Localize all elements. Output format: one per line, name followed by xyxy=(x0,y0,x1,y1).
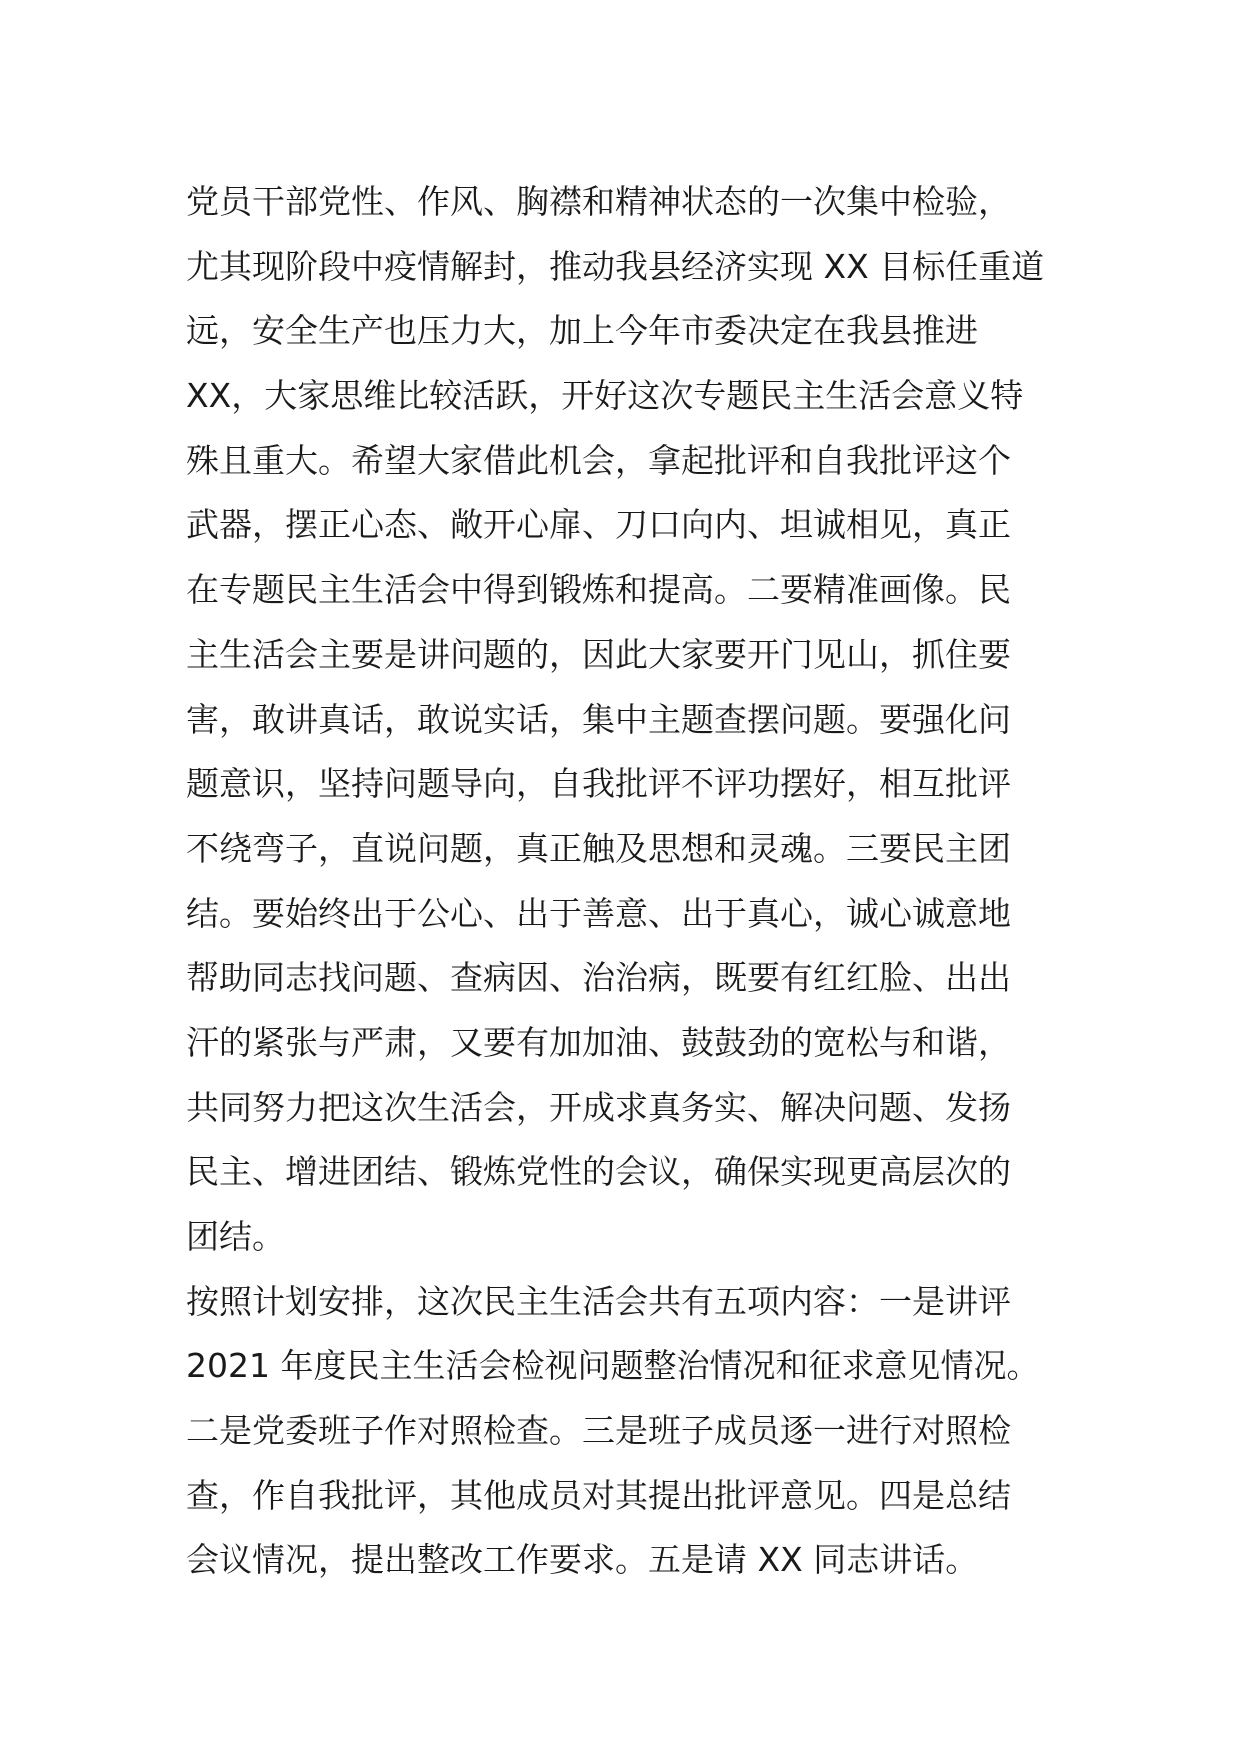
text-line: 帮助同志找问题、查病因、治治病，既要有红红脸、出出 xyxy=(186,958,1011,998)
paragraph-1 xyxy=(186,170,1066,1270)
text-line: 题意识，坚持问题导向，自我批评不评功摆好，相互批评 xyxy=(186,764,1011,804)
text-line: 会议情况，提出整改工作要求。五是请 XX 同志讲话。 xyxy=(186,1540,979,1580)
text-line: 查，作自我批评，其他成员对其提出批评意见。四是总结 xyxy=(186,1475,1011,1515)
text-line: 民主、增进团结、锻炼党性的会议，确保实现更高层次的 xyxy=(186,1152,1011,1192)
text-line: 党员干部党性、作风、胸襟和精神状态的一次集中检验， xyxy=(186,182,1011,221)
text-line: 2021 年度民主生活会检视问题整治情况和征求意见情况。 xyxy=(186,1346,1040,1386)
text-line: 共同努力把这次生活会，开成求真务实、解决问题、发扬 xyxy=(186,1087,1011,1127)
text-line: 主生活会主要是讲问题的，因此大家要开门见山，抓住要 xyxy=(186,634,1011,674)
text-line: XX，大家思维比较活跃，开好这次专题民主生活会意义特 xyxy=(186,376,1024,416)
text-line: 团结。 xyxy=(186,1217,285,1256)
text-line: 远，安全生产也压力大，加上今年市委决定在我县推进 xyxy=(186,311,978,351)
text-line: 按照计划安排，这次民主生活会共有五项内容：一是讲评 xyxy=(186,1281,1011,1321)
text-line: 在专题民主生活会中得到锻炼和提高。二要精准画像。民 xyxy=(186,570,1011,610)
paragraph-2 xyxy=(186,1270,1066,1593)
document-body xyxy=(186,170,1066,1593)
text-line: 尤其现阶段中疫情解封，推动我县经济实现 XX 目标任重道 xyxy=(186,246,1045,286)
text-line: 武器，摆正心态、敞开心扉、刀口向内、坦诚相见，真正 xyxy=(186,505,1011,545)
text-line: 汗的紧张与严肃，又要有加加油、鼓鼓劲的宽松与和谐， xyxy=(186,1022,1011,1062)
text-line: 二是党委班子作对照检查。三是班子成员逐一进行对照检 xyxy=(186,1411,1011,1451)
text-line: 殊且重大。希望大家借此机会，拿起批评和自我批评这个 xyxy=(186,440,1011,480)
text-line: 害，敢讲真话，敢说实话，集中主题查摆问题。要强化问 xyxy=(186,699,1011,739)
text-line: 结。要始终出于公心、出于善意、出于真心，诚心诚意地 xyxy=(186,893,1011,933)
text-line: 不绕弯子，直说问题，真正触及思想和灵魂。三要民主团 xyxy=(186,828,1011,868)
